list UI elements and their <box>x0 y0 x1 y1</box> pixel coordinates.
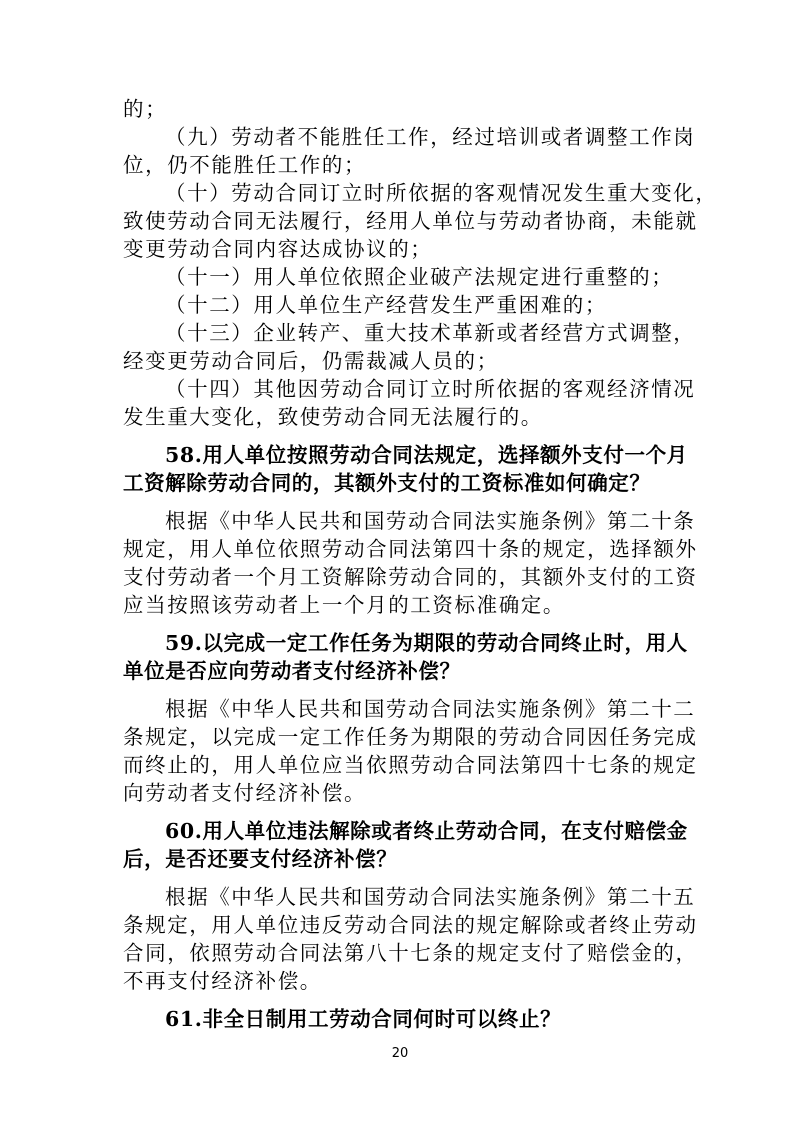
text-line: 不再支付经济补偿。 <box>123 969 322 993</box>
text-line: 合同，依照劳动合同法第八十七条的规定支付了赔偿金的， <box>123 941 698 965</box>
list-item-twelve: （十二）用人单位生产经营发生严重困难的； <box>165 293 607 317</box>
text-line: 变更劳动合同内容达成协议的； <box>123 237 433 261</box>
text-line: 经变更劳动合同后，仍需裁减人员的； <box>123 349 499 373</box>
question-heading-59: 59.以完成一定工作任务为期限的劳动合同终止时，用人 <box>165 631 688 655</box>
text-line: 条规定，以完成一定工作任务为期限的劳动合同因任务完成 <box>123 725 698 749</box>
text-line: 向劳动者支付经济补偿。 <box>123 781 367 805</box>
text-line: 的； <box>123 97 168 121</box>
list-item-thirteen: （十三）企业转产、重大技术革新或者经营方式调整， <box>165 321 696 345</box>
list-item-ten: （十）劳动合同订立时所依据的客观情况发生重大变化， <box>165 181 718 205</box>
text-line: 而终止的，用人单位应当依照劳动合同法第四十七条的规定 <box>123 753 698 777</box>
text-line: 发生重大变化，致使劳动合同无法履行的。 <box>123 405 543 429</box>
question-heading-58-cont: 工资解除劳动合同的，其额外支付的工资标准如何确定？ <box>123 471 651 495</box>
text-line: 支付劳动者一个月工资解除劳动合同的，其额外支付的工资 <box>123 565 698 589</box>
text-line: 致使劳动合同无法履行，经用人单位与劳动者协商，未能就 <box>123 209 698 233</box>
question-heading-60-cont: 后，是否还要支付经济补偿？ <box>123 847 398 871</box>
text-line: 条规定，用人单位违反劳动合同法的规定解除或者终止劳动 <box>123 913 698 937</box>
text-line: 位，仍不能胜任工作的； <box>123 153 367 177</box>
text-line: 应当按照该劳动者上一个月的工资标准确定。 <box>123 593 565 617</box>
answer-paragraph-60: 根据《中华人民共和国劳动合同法实施条例》第二十五 <box>165 885 696 909</box>
question-heading-60: 60.用人单位违法解除或者终止劳动合同，在支付赔偿金 <box>165 819 688 843</box>
text-line: 规定，用人单位依照劳动合同法第四十条的规定，选择额外 <box>123 537 698 561</box>
page-number: 20 <box>391 1046 409 1061</box>
list-item-fourteen: （十四）其他因劳动合同订立时所依据的客观经济情况 <box>165 377 696 401</box>
question-heading-61: 61.非全日制用工劳动合同何时可以终止？ <box>165 1007 562 1031</box>
question-heading-59-cont: 单位是否应向劳动者支付经济补偿？ <box>123 659 461 683</box>
list-item-eleven: （十一）用人单位依照企业破产法规定进行重整的； <box>165 265 674 289</box>
question-heading-58: 58.用人单位按照劳动合同法规定，选择额外支付一个月 <box>165 443 688 467</box>
list-item-nine: （九）劳动者不能胜任工作，经过培训或者调整工作岗 <box>165 125 696 149</box>
answer-paragraph-59: 根据《中华人民共和国劳动合同法实施条例》第二十二 <box>165 697 696 721</box>
answer-paragraph-58: 根据《中华人民共和国劳动合同法实施条例》第二十条 <box>165 509 696 533</box>
